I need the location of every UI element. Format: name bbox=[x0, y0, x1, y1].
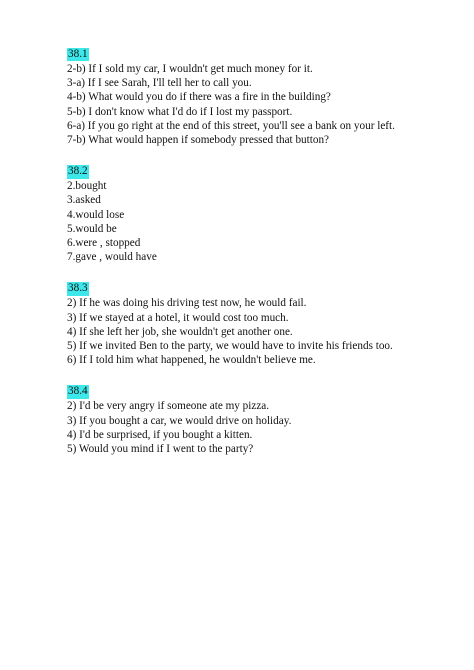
answer-line: 5.would be bbox=[67, 222, 117, 235]
answer-line: 2.bought bbox=[67, 180, 107, 193]
answer-line: 4) I'd be surprised, if you bought a kitten. bbox=[67, 428, 253, 441]
answer-line: 5) Would you mind if I went to the party? bbox=[67, 443, 254, 456]
answer-line: 3.asked bbox=[67, 194, 101, 207]
section-38-2 bbox=[67, 161, 457, 264]
answer-line: 4) If she left her job, she wouldn't get another one. bbox=[67, 325, 293, 338]
answer-line: 3) If you bought a car, we would drive on holiday. bbox=[67, 414, 292, 427]
answer-line: 4.would lose bbox=[67, 208, 125, 221]
answer-line: 2) I'd be very angry if someone ate my pizza. bbox=[67, 400, 270, 413]
answer-line: 7.gave , would have bbox=[67, 251, 157, 264]
answer-key bbox=[67, 44, 457, 470]
answer-line: 6-a) If you go right at the end of this street, you'll see a bank on your left. bbox=[67, 119, 395, 132]
answer-line: 3-a) If I see Sarah, I'll tell her to call you. bbox=[67, 77, 252, 90]
answer-line: 4-b) What would you do if there was a fire in the building? bbox=[67, 91, 331, 104]
section-heading: 38.2 bbox=[68, 165, 88, 178]
section-heading: 38.4 bbox=[68, 385, 88, 398]
section-38-1 bbox=[67, 44, 457, 147]
answer-line: 5) If we invited Ben to the party, we would have to invite his friends too. bbox=[67, 340, 393, 353]
answer-line: 3) If we stayed at a hotel, it would cost too much. bbox=[67, 311, 289, 324]
section-heading: 38.1 bbox=[68, 48, 88, 60]
answer-line: 2-b) If I sold my car, I wouldn't get much money for it. bbox=[67, 63, 313, 75]
section-heading: 38.3 bbox=[68, 282, 88, 295]
answer-line: 7-b) What would happen if somebody pressed that button? bbox=[67, 134, 330, 147]
answer-line: 2) If he was doing his driving test now, he would fail. bbox=[67, 297, 307, 310]
answer-line: 6) If I told him what happened, he wouldn't believe me. bbox=[67, 354, 316, 367]
answer-line: 5-b) I don't know what I'd do if I lost my passport. bbox=[67, 105, 293, 118]
answer-line: 6.were , stopped bbox=[67, 237, 141, 250]
section-38-4 bbox=[67, 381, 457, 456]
section-38-3 bbox=[67, 278, 457, 367]
